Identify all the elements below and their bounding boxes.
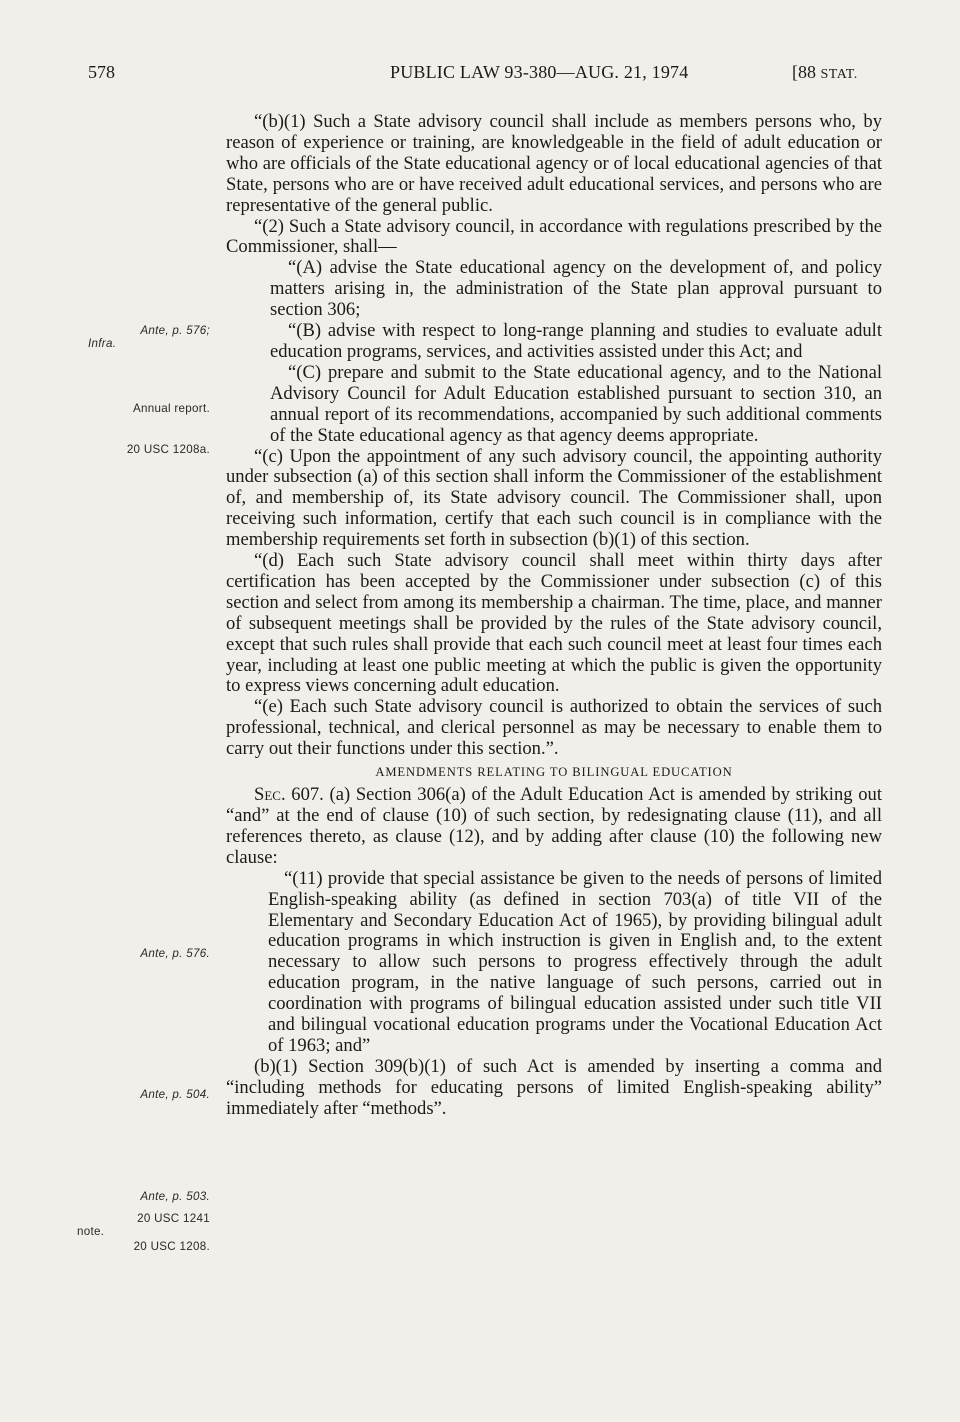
- statute-prefix: [88: [792, 62, 821, 82]
- section-heading: AMENDMENTS RELATING TO BILINGUAL EDUCATION: [375, 765, 733, 780]
- margin-note-line: note.: [77, 1225, 105, 1238]
- margin-note-20-usc-1208: 20 USC 1208.: [133, 1240, 210, 1253]
- margin-note-ante-504: Ante, p. 504.: [140, 1088, 210, 1101]
- paragraph-b1: “(b)(1) Such a State advisory council shall include as members persons who, by reason of experience or training, are knowledgeable in the field of adult education or who are officials of the State educational agency or of local educational agencies of that State, persons who are or have received adult educational services, and persons who are representative of the general public.: [226, 111, 882, 216]
- statute-label: STAT.: [820, 67, 858, 82]
- paragraph-e: “(e) Each such State advisory council is authorized to obtain the services of such professional, technical, and clerical personnel as may be necessary to enable them to carry out their functions under this section.”.: [226, 696, 882, 760]
- section-607a-text: 607. (a) Section 306(a) of the Adult Education Act is amended by striking out “and” at the end of clause (10) of such section, by redesignating clause (11), and all references thereto, as clause (12), and by adding after clause (10) the following new clause:: [226, 784, 882, 868]
- paragraph-sec-607a: [226, 785, 882, 869]
- margin-note-line: 20 USC 1241: [137, 1212, 210, 1225]
- paragraph-d: “(d) Each such State advisory council shall meet within thirty days after certification has been accepted by the Commissioner under subsection (c) of this section and select from among its membership a chairman. The time, place, and manner of subsequent meetings shall be provided by the rules of the State advisory council, except that such rules shall provide that each such council meet at least four times each year, including at least one public meeting at which the public is given the opportunity to express views concerning adult education.: [226, 550, 882, 697]
- paragraph-c: “(c) Upon the appointment of any such advisory council, the appointing authority under subsection (a) of this section shall inform the Commissioner of the establishment of, and membership of, its State advisory council. The Commissioner shall, upon receiving such information, certify that each such council is in compliance with the membership requirements set forth in subsection (b)(1) of this section.: [226, 445, 882, 551]
- body-text: [226, 112, 882, 1120]
- clause-A: “(A) advise the State educational agency on the development of, and policy matters arising in, the administration of the State plan approval pursuant to section 306;: [270, 257, 882, 321]
- margin-note-20-usc-1208a: 20 USC 1208a.: [126, 443, 210, 456]
- margin-note-ante-503: Ante, p. 503.: [140, 1190, 210, 1203]
- margin-note-line: Infra.: [88, 337, 117, 350]
- clause-C: “(C) prepare and submit to the State educational agency, and to the National Advisory Council for Adult Education established pursuant to section 310, an annual report of its recommendations, accompanied by such additional comments of the State educational agency as that agency deems appropriate.: [270, 361, 882, 446]
- page-number: 578: [88, 62, 115, 82]
- clause-11: “(11) provide that special assistance be given to the needs of persons of limited English-speaking ability (as defined in section 703(a) of title VII of the Elementary and Secondary Education Act of 1965), by providing bilingual adult education programs in which instruction is given in English and, to the extent necessary to allow such persons to progress effectively through the adult education program, in the native language of such persons, carried out in coordination with programs of bilingual education assisted under such title VII and bilingual vocational education programs under the Vocational Education Act of 1963; and”: [268, 867, 882, 1056]
- clause-B: “(B) advise with respect to long-range planning and studies to evaluate adult education programs, services, and activities assisted under this Act; and: [270, 320, 882, 362]
- section-label: Sec.: [254, 784, 286, 806]
- margin-note-ante-576: [60, 324, 210, 350]
- running-title: PUBLIC LAW 93-380—AUG. 21, 1974: [390, 62, 689, 82]
- margin-note-annual-report: Annual report.: [132, 402, 210, 415]
- margin-note-line: Ante, p. 576;: [140, 324, 210, 337]
- margin-note-20-usc-1241: [60, 1212, 210, 1238]
- statute-reference: [792, 62, 858, 83]
- paragraph-b1-607: (b)(1) Section 309(b)(1) of such Act is amended by inserting a comma and “including methods for educating persons of limited English-speaking ability” immediately after “methods”.: [226, 1055, 882, 1119]
- margin-note-ante-576b: Ante, p. 576.: [140, 947, 210, 960]
- paragraph-2: “(2) Such a State advisory council, in accordance with regulations prescribed by the Commissioner, shall—: [226, 215, 882, 258]
